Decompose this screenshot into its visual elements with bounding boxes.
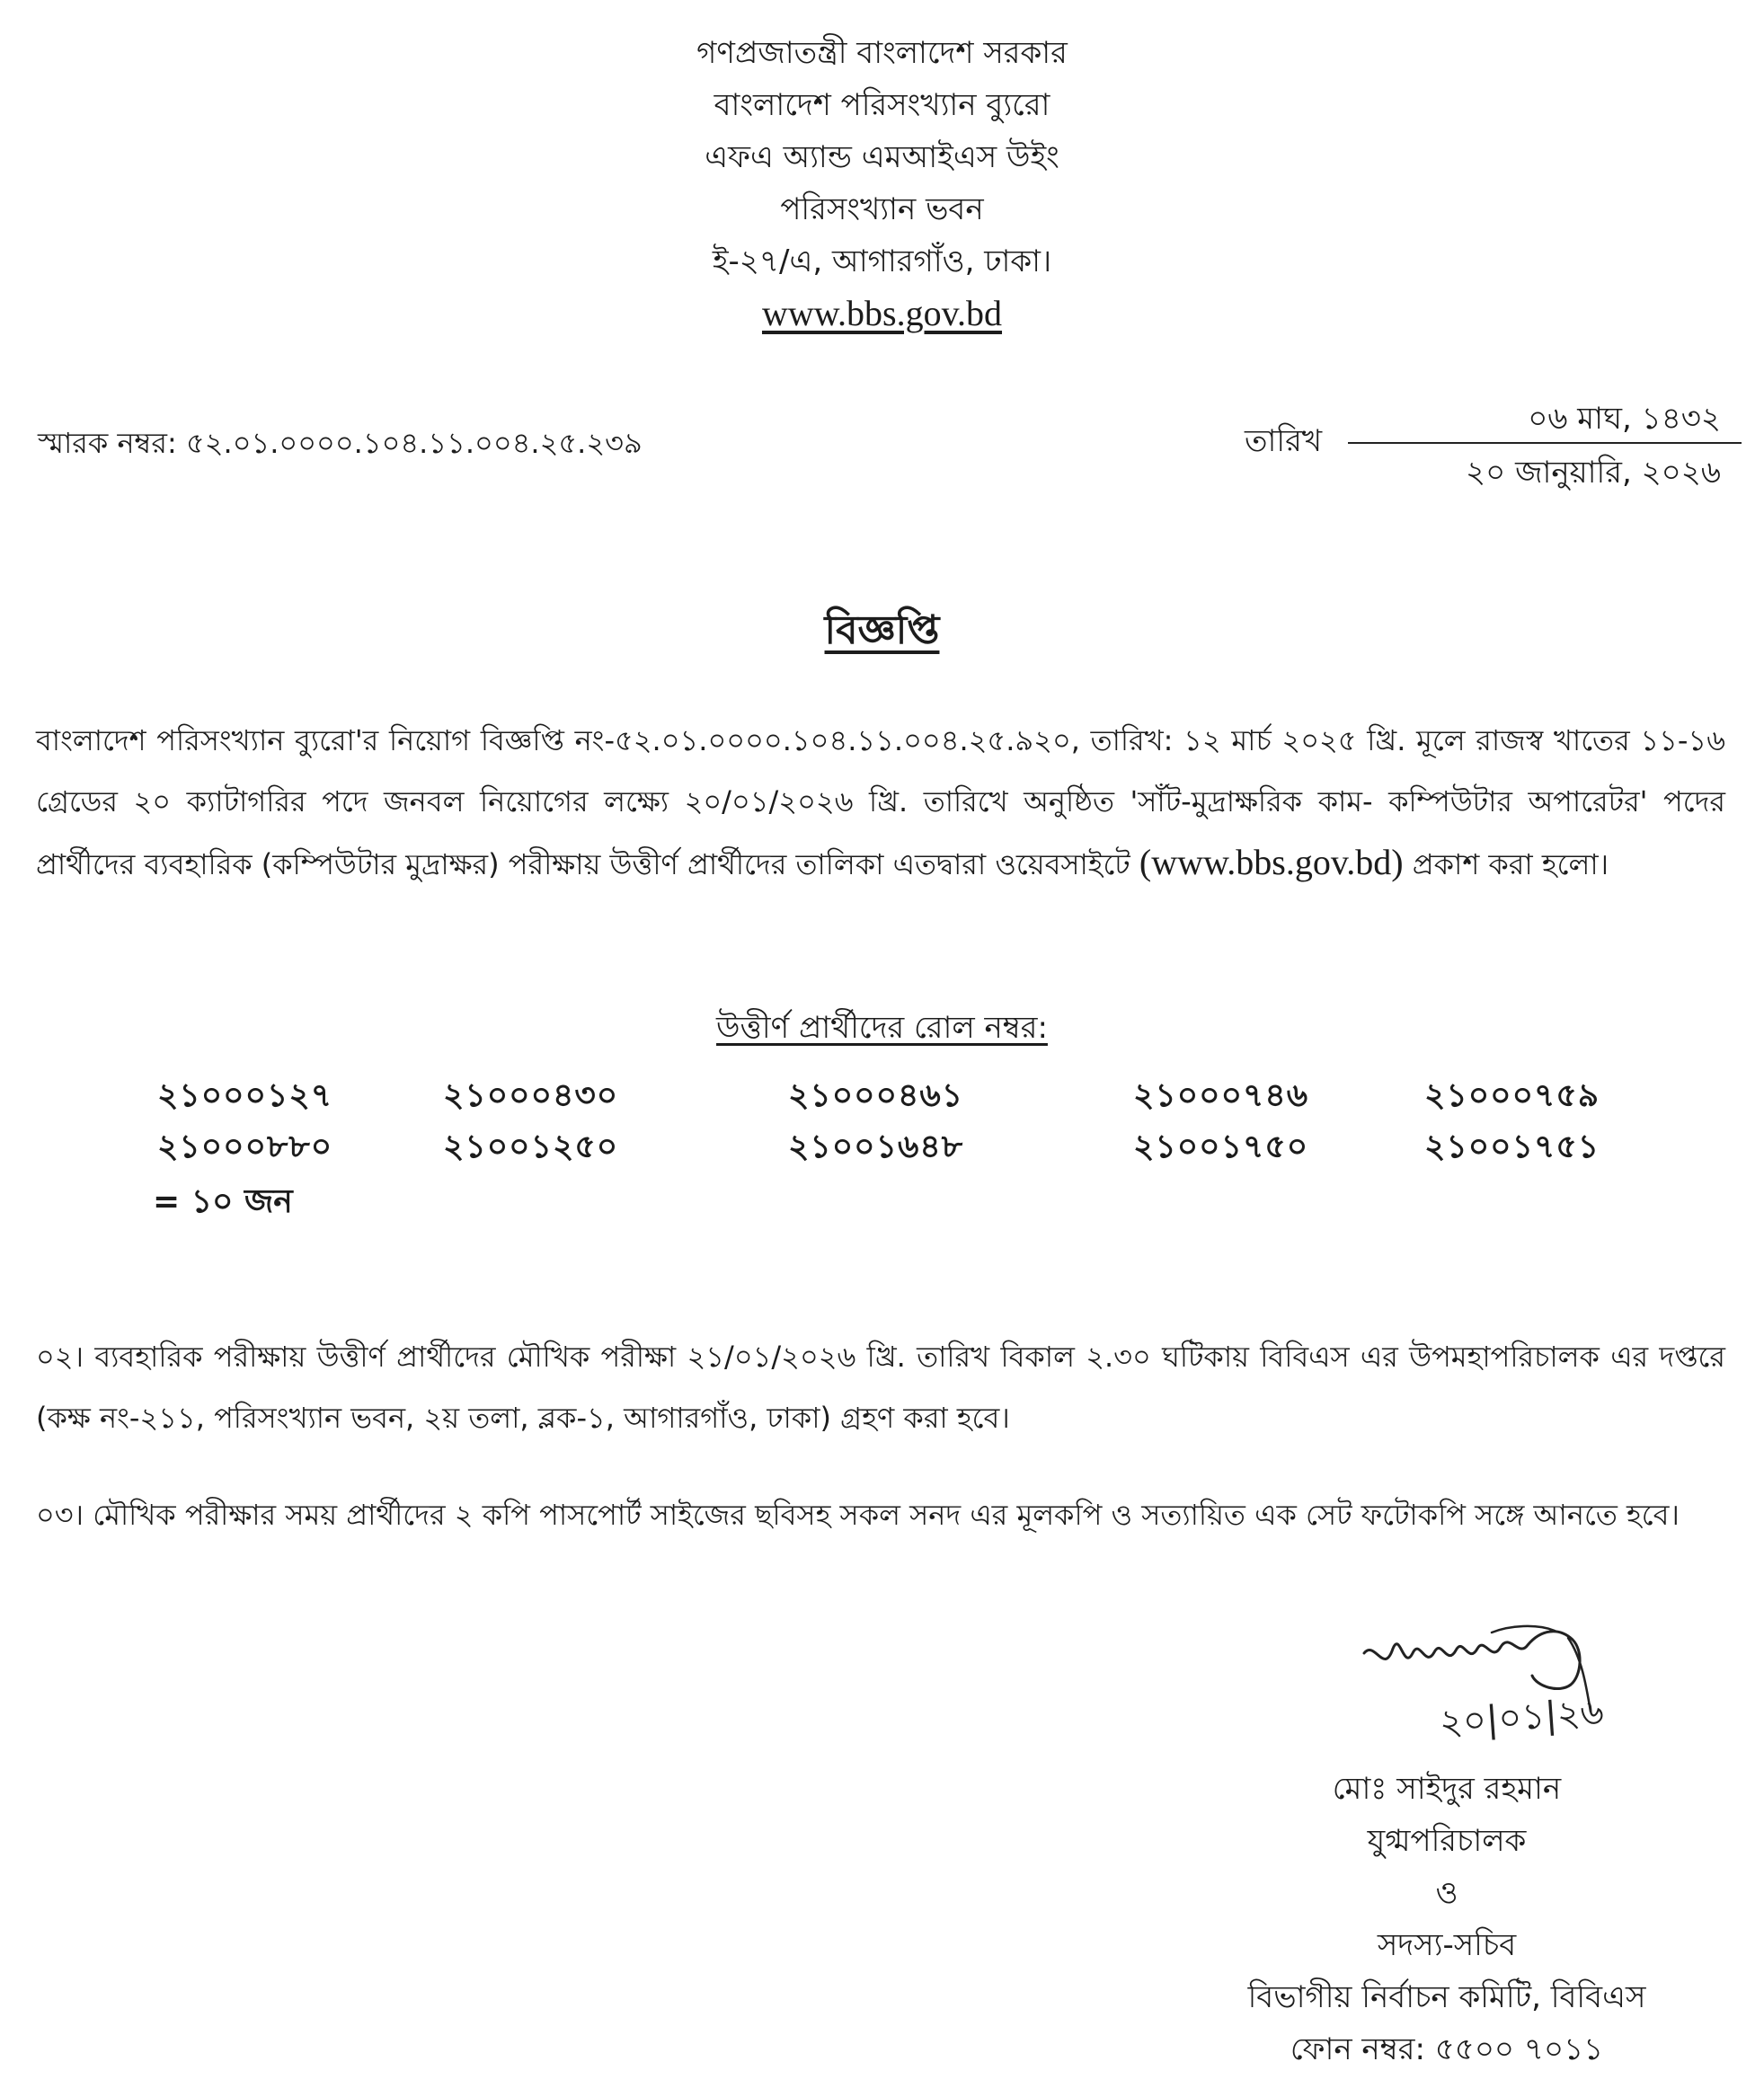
signer-name: মোঃ সাইদুর রহমান	[1332, 1771, 1562, 1807]
notice-paragraph-1	[36, 710, 1725, 895]
signer-designation: যুগ্মপরিচালক	[1367, 1823, 1527, 1859]
date-label: তারিখ	[1245, 423, 1323, 459]
header-address: ই-২৭/এ, আগারগাঁও, ঢাকা।	[712, 243, 1052, 279]
notice-paragraph-3: ০৩। মৌখিক পরীক্ষার সময় প্রার্থীদের ২ কপি পাসপোর্ট সাইজের ছবিসহ সকল সনদ এর মূলকপি ও সত্যায়িত এক সেট ফটোকপি সঙ্গে আনতে হবে।	[36, 1498, 1680, 1532]
signature-date: ২০|০১|২৬	[1438, 1691, 1606, 1745]
roll-number: ২১০০১২৫০	[443, 1128, 619, 1165]
notice-title: বিজ্ঞপ্তি	[824, 607, 940, 653]
roll-number: ২১০০০৭৫৯	[1424, 1077, 1600, 1114]
paragraph-1-tail: প্রকাশ করা হলো।	[1403, 847, 1609, 881]
roll-number: ২১০০০৮৮০	[157, 1128, 333, 1165]
roll-number: ২১০০০৭৪৬	[1133, 1077, 1309, 1114]
signer-phone: ফোন নম্বর: ৫৫০০ ৭০১১	[1290, 2031, 1604, 2067]
memo-number: স্মারক নম্বর: ৫২.০১.০০০০.১০৪.১১.০০৪.২৫.২৩৯	[38, 426, 643, 460]
roll-number: ২১০০১৬৪৮	[788, 1128, 964, 1165]
roll-number: ২১০০০৪৬১	[788, 1077, 964, 1114]
handwritten-signature	[1357, 1622, 1662, 1756]
roll-number: ২১০০০১২৭	[157, 1077, 333, 1114]
roll-number: ২১০০১৭৫১	[1424, 1128, 1600, 1165]
signer-role: সদস্য-সচিব	[1377, 1927, 1517, 1963]
header-government: গণপ্রজাতন্ত্রী বাংলাদেশ সরকার	[696, 35, 1068, 71]
header-website-link[interactable]: www.bbs.gov.bd	[761, 293, 1003, 333]
roll-number: ২১০০১৭৫০	[1133, 1128, 1309, 1165]
signer-block	[1168, 1763, 1725, 2075]
header-wing: এফএ অ্যান্ড এমআইএস উইং	[705, 139, 1059, 175]
header-bureau: বাংলাদেশ পরিসংখ্যান ব্যুরো	[714, 87, 1050, 123]
header-building: পরিসংখ্যান ভবন	[780, 191, 984, 227]
notice-paragraph-2: ০২। ব্যবহারিক পরীক্ষায় উত্তীর্ণ প্রার্থীদের মৌখিক পরীক্ষা ২১/০১/২০২৬ খ্রি. তারিখ বিকাল ২.৩০ ঘটিকায় বিবিএস এর উপমহাপরিচালক এর দপ্তরে (কক্ষ নং-২১১, পরিসংখ্যান ভবন, ২য় তলা, ব্লক-১, আগারগাঁও, ঢাকা) গ্রহণ করা হবে।	[36, 1340, 1725, 1435]
date-english: ২০ জানুয়ারি, ২০২৬	[1466, 455, 1721, 491]
paragraph-1-text: বাংলাদেশ পরিসংখ্যান ব্যুরো'র নিয়োগ বিজ্ঞপ্তি নং-৫২.০১.০০০০.১০৪.১১.০০৪.২৫.৯২০, তারিখ: ১২ মার্চ ২০২৫ খ্রি. মূলে রাজস্ব খাতের ১১-১৬ গ্রেডের ২০ ক্যাটাগরির পদে জনবল নিয়োগের লক্ষ্যে ২০/০১/২০২৬ খ্রি. তারিখে অনুষ্ঠিত 'সাঁট-মুদ্রাক্ষরিক কাম- কম্পিউটার অপারেটর' পদের প্রার্থীদের ব্যবহারিক (কম্পিউটার মুদ্রাক্ষর) পরীক্ষায় উত্তীর্ণ প্রার্থীদের তালিকা এতদ্বারা ওয়েবসাইটে	[36, 723, 1725, 881]
office-header	[0, 27, 1764, 340]
roll-total-count: = ১০ জন	[153, 1183, 293, 1220]
signer-conjunction: ও	[1435, 1875, 1458, 1911]
roll-list-heading: উত্তীর্ণ প্রার্থীদের রোল নম্বর:	[716, 1010, 1048, 1046]
date-bangla: ০৬ মাঘ, ১৪৩২	[1528, 401, 1721, 437]
signer-committee: বিভাগীয় নির্বাচন কমিটি, বিবিএস	[1247, 1979, 1646, 2015]
roll-number: ২১০০০৪৩০	[443, 1077, 619, 1114]
paragraph-1-website-link[interactable]: (www.bbs.gov.bd)	[1139, 842, 1404, 882]
